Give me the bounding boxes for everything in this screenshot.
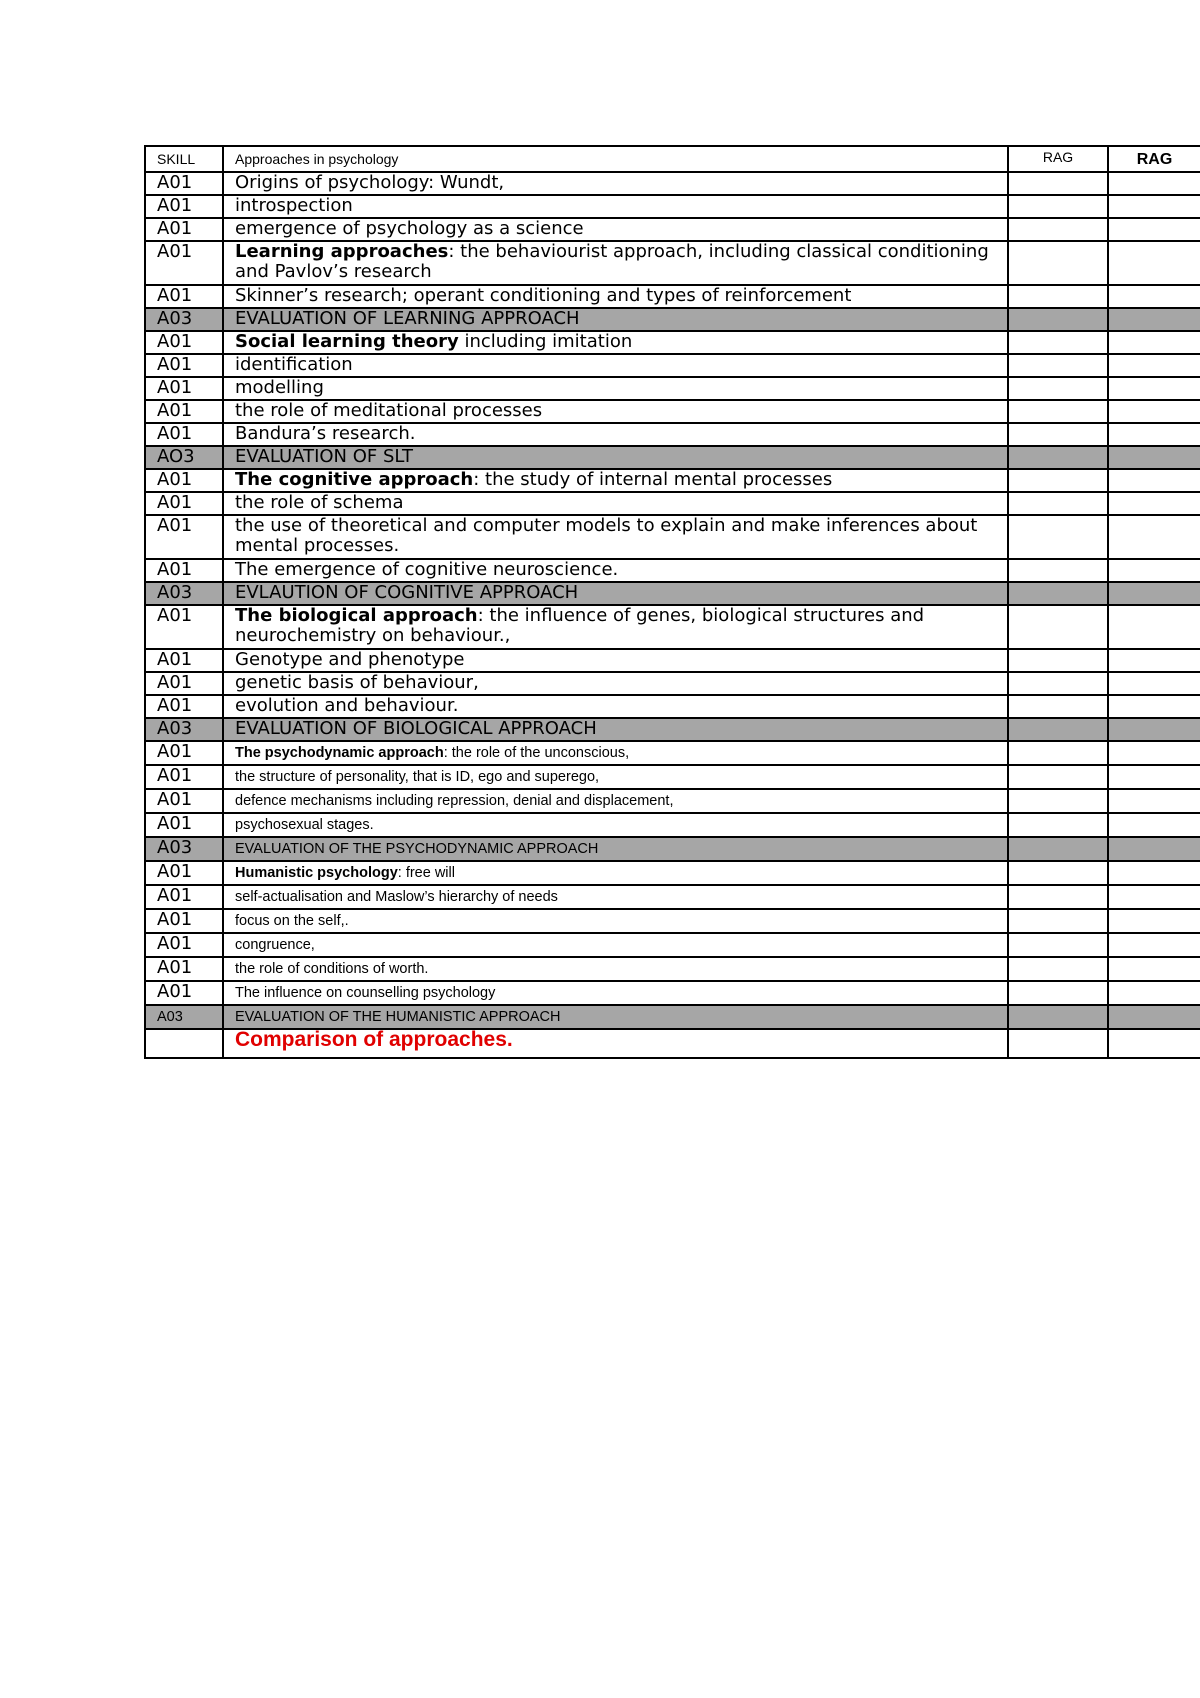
topic-text: introspection bbox=[235, 195, 353, 216]
table-row bbox=[145, 308, 1200, 331]
rag-1-cell[interactable] bbox=[1008, 241, 1108, 285]
rag-1-cell[interactable] bbox=[1008, 1005, 1108, 1029]
rag-1-cell[interactable] bbox=[1008, 218, 1108, 241]
rag-2-cell[interactable] bbox=[1108, 285, 1200, 308]
rag-2-cell[interactable] bbox=[1108, 400, 1200, 423]
rag-1-cell[interactable] bbox=[1008, 861, 1108, 885]
rag-2-cell[interactable] bbox=[1108, 331, 1200, 354]
table-row bbox=[145, 423, 1200, 446]
rag-1-cell[interactable] bbox=[1008, 377, 1108, 400]
topic-heading: Humanistic psychology bbox=[235, 865, 398, 881]
skill-cell: A03 bbox=[145, 718, 223, 741]
skill-cell: A01 bbox=[145, 331, 223, 354]
topic-text: EVALUATION OF BIOLOGICAL APPROACH bbox=[235, 718, 597, 739]
topic-text: Origins of psychology: Wundt, bbox=[235, 172, 505, 193]
topic-cell bbox=[223, 331, 1008, 354]
rag-2-cell[interactable] bbox=[1108, 765, 1200, 789]
topic-text: evolution and behaviour. bbox=[235, 695, 459, 716]
skill-cell: A01 bbox=[145, 885, 223, 909]
rag-1-cell[interactable] bbox=[1008, 1029, 1108, 1058]
topic-cell bbox=[223, 559, 1008, 582]
table-row bbox=[145, 718, 1200, 741]
topic-text: EVALUATION OF THE HUMANISTIC APPROACH bbox=[235, 1009, 561, 1025]
header-row bbox=[145, 146, 1200, 172]
topic-cell bbox=[223, 1005, 1008, 1029]
rag-2-cell[interactable] bbox=[1108, 469, 1200, 492]
rag-2-cell[interactable] bbox=[1108, 981, 1200, 1005]
rag-2-cell[interactable] bbox=[1108, 649, 1200, 672]
table-row bbox=[145, 861, 1200, 885]
topic-cell bbox=[223, 649, 1008, 672]
skill-cell: A03 bbox=[145, 1005, 223, 1029]
topic-text: the use of theoretical and computer models to explain and make inferences about mental processes. bbox=[235, 515, 978, 556]
rag-1-cell[interactable] bbox=[1008, 582, 1108, 605]
table-row bbox=[145, 241, 1200, 285]
rag-2-cell[interactable] bbox=[1108, 377, 1200, 400]
rag-1-cell[interactable] bbox=[1008, 605, 1108, 649]
skill-cell: A01 bbox=[145, 861, 223, 885]
rag-2-cell[interactable] bbox=[1108, 446, 1200, 469]
topic-text: identification bbox=[235, 354, 353, 375]
rag-2-cell[interactable] bbox=[1108, 741, 1200, 765]
rag-2-cell[interactable] bbox=[1108, 515, 1200, 559]
rag-1-cell[interactable] bbox=[1008, 331, 1108, 354]
topic-text: : the behaviourist approach, including classical conditioning and Pavlov’s research bbox=[235, 241, 989, 282]
topic-text: the role of schema bbox=[235, 492, 404, 513]
skill-cell: A01 bbox=[145, 469, 223, 492]
table-row bbox=[145, 377, 1200, 400]
topic-cell bbox=[223, 1029, 1008, 1058]
rag-2-cell[interactable] bbox=[1108, 672, 1200, 695]
rag-2-cell[interactable] bbox=[1108, 241, 1200, 285]
rag-2-cell[interactable] bbox=[1108, 789, 1200, 813]
topic-text: genetic basis of behaviour, bbox=[235, 672, 479, 693]
topic-text: : the role of the unconscious, bbox=[443, 745, 630, 761]
rag-1-cell[interactable] bbox=[1008, 885, 1108, 909]
table-row bbox=[145, 695, 1200, 718]
topic-cell bbox=[223, 515, 1008, 559]
rag-1-cell[interactable] bbox=[1008, 957, 1108, 981]
topic-cell bbox=[223, 218, 1008, 241]
skill-cell bbox=[145, 1029, 223, 1058]
rag-1-cell[interactable] bbox=[1008, 285, 1108, 308]
rag-2-cell[interactable] bbox=[1108, 354, 1200, 377]
table-row bbox=[145, 354, 1200, 377]
table-row bbox=[145, 218, 1200, 241]
topic-cell bbox=[223, 446, 1008, 469]
topic-text: EVALUATION OF LEARNING APPROACH bbox=[235, 308, 580, 329]
skill-cell: A01 bbox=[145, 377, 223, 400]
rag-1-cell[interactable] bbox=[1008, 308, 1108, 331]
rag-1-cell[interactable] bbox=[1008, 718, 1108, 741]
topic-cell bbox=[223, 813, 1008, 837]
skill-cell: A01 bbox=[145, 909, 223, 933]
skill-cell: A01 bbox=[145, 957, 223, 981]
topic-text: the role of conditions of worth. bbox=[235, 961, 429, 977]
rag-1-cell[interactable] bbox=[1008, 837, 1108, 861]
table-row bbox=[145, 933, 1200, 957]
rag-1-cell[interactable] bbox=[1008, 492, 1108, 515]
topic-cell bbox=[223, 195, 1008, 218]
rag-1-cell[interactable] bbox=[1008, 446, 1108, 469]
topic-text: The emergence of cognitive neuroscience. bbox=[235, 559, 619, 580]
topic-cell bbox=[223, 492, 1008, 515]
rag-2-cell[interactable] bbox=[1108, 695, 1200, 718]
header-rag-2: RAG bbox=[1108, 146, 1200, 172]
rag-1-cell[interactable] bbox=[1008, 172, 1108, 195]
rag-1-cell[interactable] bbox=[1008, 909, 1108, 933]
rag-2-cell[interactable] bbox=[1108, 172, 1200, 195]
skill-cell: A03 bbox=[145, 308, 223, 331]
topic-text: defence mechanisms including repression, denial and displacement, bbox=[235, 793, 674, 809]
table-row bbox=[145, 981, 1200, 1005]
topic-text: EVLAUTION OF COGNITIVE APPROACH bbox=[235, 582, 579, 603]
skill-cell: A01 bbox=[145, 981, 223, 1005]
topic-cell bbox=[223, 741, 1008, 765]
rag-1-cell[interactable] bbox=[1008, 400, 1108, 423]
skill-cell: AO3 bbox=[145, 446, 223, 469]
rag-2-cell[interactable] bbox=[1108, 1005, 1200, 1029]
table-row bbox=[145, 400, 1200, 423]
topic-text: the structure of personality, that is ID, ego and superego, bbox=[235, 769, 600, 785]
topic-text: : free will bbox=[397, 865, 455, 881]
table-row bbox=[145, 909, 1200, 933]
topic-cell bbox=[223, 582, 1008, 605]
skill-cell: A01 bbox=[145, 172, 223, 195]
skill-cell: A01 bbox=[145, 515, 223, 559]
rag-2-cell[interactable] bbox=[1108, 837, 1200, 861]
rag-2-cell[interactable] bbox=[1108, 909, 1200, 933]
skill-cell: A01 bbox=[145, 649, 223, 672]
rag-2-cell[interactable] bbox=[1108, 1029, 1200, 1058]
rag-2-cell[interactable] bbox=[1108, 308, 1200, 331]
rag-2-cell[interactable] bbox=[1108, 861, 1200, 885]
rag-1-cell[interactable] bbox=[1008, 649, 1108, 672]
skill-cell: A01 bbox=[145, 741, 223, 765]
topic-text: Genotype and phenotype bbox=[235, 649, 465, 670]
rag-2-cell[interactable] bbox=[1108, 195, 1200, 218]
rag-1-cell[interactable] bbox=[1008, 695, 1108, 718]
topic-cell bbox=[223, 837, 1008, 861]
topic-heading: The psychodynamic approach bbox=[235, 745, 444, 761]
rag-1-cell[interactable] bbox=[1008, 469, 1108, 492]
rag-2-cell[interactable] bbox=[1108, 885, 1200, 909]
rag-1-cell[interactable] bbox=[1008, 765, 1108, 789]
skill-cell: A01 bbox=[145, 354, 223, 377]
topic-heading: Social learning theory bbox=[235, 331, 459, 352]
topic-cell bbox=[223, 469, 1008, 492]
table-row bbox=[145, 331, 1200, 354]
topic-cell bbox=[223, 354, 1008, 377]
rag-1-cell[interactable] bbox=[1008, 933, 1108, 957]
topic-text: : the study of internal mental processes bbox=[473, 469, 833, 490]
table-row bbox=[145, 813, 1200, 837]
table-row bbox=[145, 741, 1200, 765]
table-row bbox=[145, 957, 1200, 981]
table-row bbox=[145, 172, 1200, 195]
rag-2-cell[interactable] bbox=[1108, 559, 1200, 582]
rag-1-cell[interactable] bbox=[1008, 672, 1108, 695]
topic-cell bbox=[223, 933, 1008, 957]
skill-cell: A01 bbox=[145, 285, 223, 308]
table-row bbox=[145, 515, 1200, 559]
topic-text: Bandura’s research. bbox=[235, 423, 416, 444]
topic-cell bbox=[223, 765, 1008, 789]
rag-2-cell[interactable] bbox=[1108, 582, 1200, 605]
table-row bbox=[145, 559, 1200, 582]
skill-cell: A01 bbox=[145, 218, 223, 241]
topic-text: the role of meditational processes bbox=[235, 400, 543, 421]
rag-2-cell[interactable] bbox=[1108, 423, 1200, 446]
topic-text: psychosexual stages. bbox=[235, 817, 374, 833]
topic-cell bbox=[223, 423, 1008, 446]
topic-text: including imitation bbox=[458, 331, 633, 352]
skill-cell: A01 bbox=[145, 400, 223, 423]
rag-1-cell[interactable] bbox=[1008, 789, 1108, 813]
table-row bbox=[145, 446, 1200, 469]
table-row bbox=[145, 195, 1200, 218]
topic-cell bbox=[223, 695, 1008, 718]
skill-cell: A01 bbox=[145, 195, 223, 218]
table-row bbox=[145, 492, 1200, 515]
topic-cell bbox=[223, 909, 1008, 933]
table-row bbox=[145, 789, 1200, 813]
topic-text: EVALUATION OF THE PSYCHODYNAMIC APPROACH bbox=[235, 841, 599, 857]
comparison-row bbox=[145, 1029, 1200, 1058]
topic-cell bbox=[223, 308, 1008, 331]
topic-cell bbox=[223, 172, 1008, 195]
topic-cell bbox=[223, 285, 1008, 308]
rag-1-cell[interactable] bbox=[1008, 515, 1108, 559]
topic-cell bbox=[223, 672, 1008, 695]
topic-cell bbox=[223, 241, 1008, 285]
topic-cell bbox=[223, 885, 1008, 909]
skill-cell: A03 bbox=[145, 582, 223, 605]
rag-1-cell[interactable] bbox=[1008, 813, 1108, 837]
skill-cell: A01 bbox=[145, 241, 223, 285]
rag-2-cell[interactable] bbox=[1108, 218, 1200, 241]
topic-text: Skinner’s research; operant conditioning and types of reinforcement bbox=[235, 285, 852, 306]
topic-text: focus on the self,. bbox=[235, 913, 349, 929]
topic-cell bbox=[223, 400, 1008, 423]
topic-text: EVALUATION OF SLT bbox=[235, 446, 413, 467]
rag-2-cell[interactable] bbox=[1108, 813, 1200, 837]
skill-cell: A01 bbox=[145, 605, 223, 649]
skill-cell: A01 bbox=[145, 933, 223, 957]
table-row bbox=[145, 837, 1200, 861]
skill-cell: A01 bbox=[145, 492, 223, 515]
topic-text: congruence, bbox=[235, 937, 315, 953]
rag-1-cell[interactable] bbox=[1008, 195, 1108, 218]
skill-cell: A01 bbox=[145, 765, 223, 789]
topic-cell bbox=[223, 981, 1008, 1005]
rag-1-cell[interactable] bbox=[1008, 741, 1108, 765]
table-row bbox=[145, 765, 1200, 789]
topic-text: The influence on counselling psychology bbox=[235, 985, 496, 1001]
rag-1-cell[interactable] bbox=[1008, 354, 1108, 377]
topic-text: : the influence of genes, biological structures and neurochemistry on behaviour., bbox=[235, 605, 925, 646]
skill-cell: A01 bbox=[145, 813, 223, 837]
topic-cell bbox=[223, 605, 1008, 649]
topic-heading: The cognitive approach bbox=[235, 469, 474, 490]
skill-cell: A03 bbox=[145, 837, 223, 861]
table-row bbox=[145, 469, 1200, 492]
rag-2-cell[interactable] bbox=[1108, 718, 1200, 741]
topic-cell bbox=[223, 377, 1008, 400]
table-row bbox=[145, 582, 1200, 605]
topic-heading: Learning approaches bbox=[235, 241, 449, 262]
skill-cell: A01 bbox=[145, 789, 223, 813]
topic-cell bbox=[223, 789, 1008, 813]
topic-cell bbox=[223, 957, 1008, 981]
table-row bbox=[145, 1005, 1200, 1029]
rag-1-cell[interactable] bbox=[1008, 559, 1108, 582]
comparison-text: Comparison of approaches. bbox=[235, 1029, 513, 1051]
topic-heading: The biological approach bbox=[235, 605, 478, 626]
rag-2-cell[interactable] bbox=[1108, 492, 1200, 515]
rag-2-cell[interactable] bbox=[1108, 957, 1200, 981]
rag-1-cell[interactable] bbox=[1008, 981, 1108, 1005]
skill-cell: A01 bbox=[145, 695, 223, 718]
topic-text: self-actualisation and Maslow’s hierarchy of needs bbox=[235, 889, 558, 905]
header-rag-1: RAG bbox=[1008, 146, 1108, 172]
table-row bbox=[145, 672, 1200, 695]
topic-cell bbox=[223, 718, 1008, 741]
table-row bbox=[145, 285, 1200, 308]
rag-1-cell[interactable] bbox=[1008, 423, 1108, 446]
skill-cell: A01 bbox=[145, 423, 223, 446]
rag-2-cell[interactable] bbox=[1108, 605, 1200, 649]
skill-cell: A01 bbox=[145, 559, 223, 582]
table-row bbox=[145, 605, 1200, 649]
header-skill: SKILL bbox=[145, 146, 223, 172]
topic-text: emergence of psychology as a science bbox=[235, 218, 584, 239]
table-row bbox=[145, 649, 1200, 672]
topic-text: modelling bbox=[235, 377, 324, 398]
header-topic: Approaches in psychology bbox=[223, 146, 1008, 172]
rag-2-cell[interactable] bbox=[1108, 933, 1200, 957]
topic-cell bbox=[223, 861, 1008, 885]
table-row bbox=[145, 885, 1200, 909]
approaches-checklist-table bbox=[144, 145, 1200, 1059]
skill-cell: A01 bbox=[145, 672, 223, 695]
